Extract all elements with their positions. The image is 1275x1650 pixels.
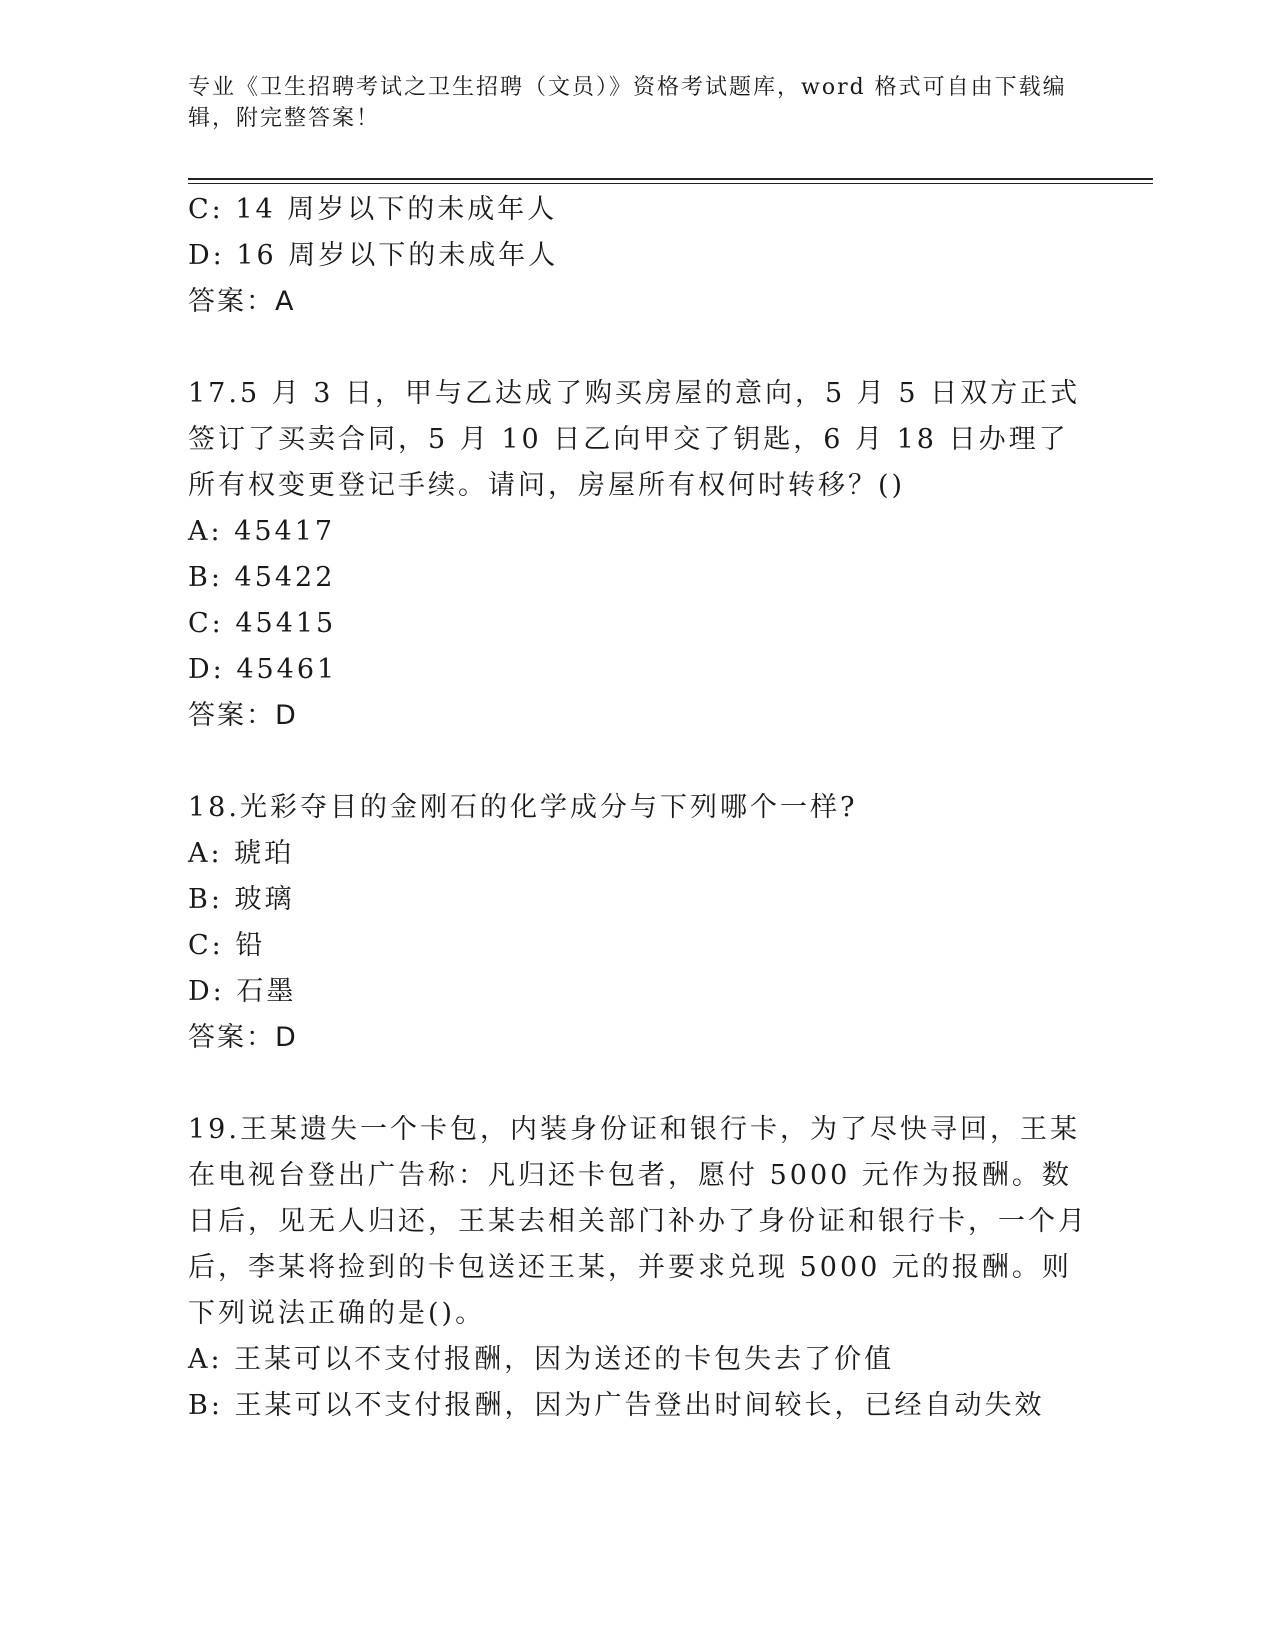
spacer — [188, 739, 1088, 785]
spacer — [188, 325, 1088, 371]
q18-option-a: A: 琥珀 — [188, 838, 295, 869]
q18-option-c: C: 铅 — [188, 930, 266, 961]
q18-option-d: D: 石墨 — [188, 976, 297, 1007]
spacer — [188, 1061, 1088, 1107]
q17-answer: 答案：D — [188, 700, 298, 731]
header-divider-thin — [188, 183, 1153, 184]
q18-question: 18.光彩夺目的金刚石的化学成分与下列哪个一样? — [188, 792, 858, 823]
q17-question: 17.5 月 3 日，甲与乙达成了购买房屋的意向，5 月 5 日双方正式签订了买卖合同，5 月 10 日乙向甲交了钥匙，6 月 18 日办理了所有权变更登记手续。请问，房屋所有权何时转移？() — [188, 378, 1081, 501]
question-content — [188, 187, 1088, 1429]
q18-option-b: B: 玻璃 — [188, 884, 295, 915]
q19-question: 19.王某遗失一个卡包，内装身份证和银行卡，为了尽快寻回，王某在电视台登出广告称：凡归还卡包者，愿付 5000 元作为报酬。数日后，见无人归还，王某去相关部门补办了身份证和银行卡，一个月后，李某将捡到的卡包送还王某，并要求兑现 5000 元的报酬。则下列说法正确的是()。 — [188, 1114, 1088, 1329]
q16-option-d: D: 16 周岁以下的未成年人 — [188, 240, 559, 271]
q19-option-b: B: 王某可以不支付报酬，因为广告登出时间较长，已经自动失效 — [188, 1390, 1045, 1421]
q17-option-b: B: 45422 — [188, 562, 336, 593]
q19-option-a: A: 王某可以不支付报酬，因为送还的卡包失去了价值 — [188, 1344, 895, 1375]
q17-option-a: A: 45417 — [188, 516, 336, 547]
document-header: 专业《卫生招聘考试之卫生招聘（文员）》资格考试题库，word 格式可自由下载编辑，附完整答案！ — [188, 75, 1067, 131]
q16-option-c: C: 14 周岁以下的未成年人 — [188, 194, 558, 225]
q17-option-c: C: 45415 — [188, 608, 337, 639]
header-divider — [188, 178, 1153, 180]
q17-option-d: D: 45461 — [188, 654, 338, 685]
q16-answer: 答案：A — [188, 286, 296, 317]
q18-answer: 答案：D — [188, 1022, 298, 1053]
